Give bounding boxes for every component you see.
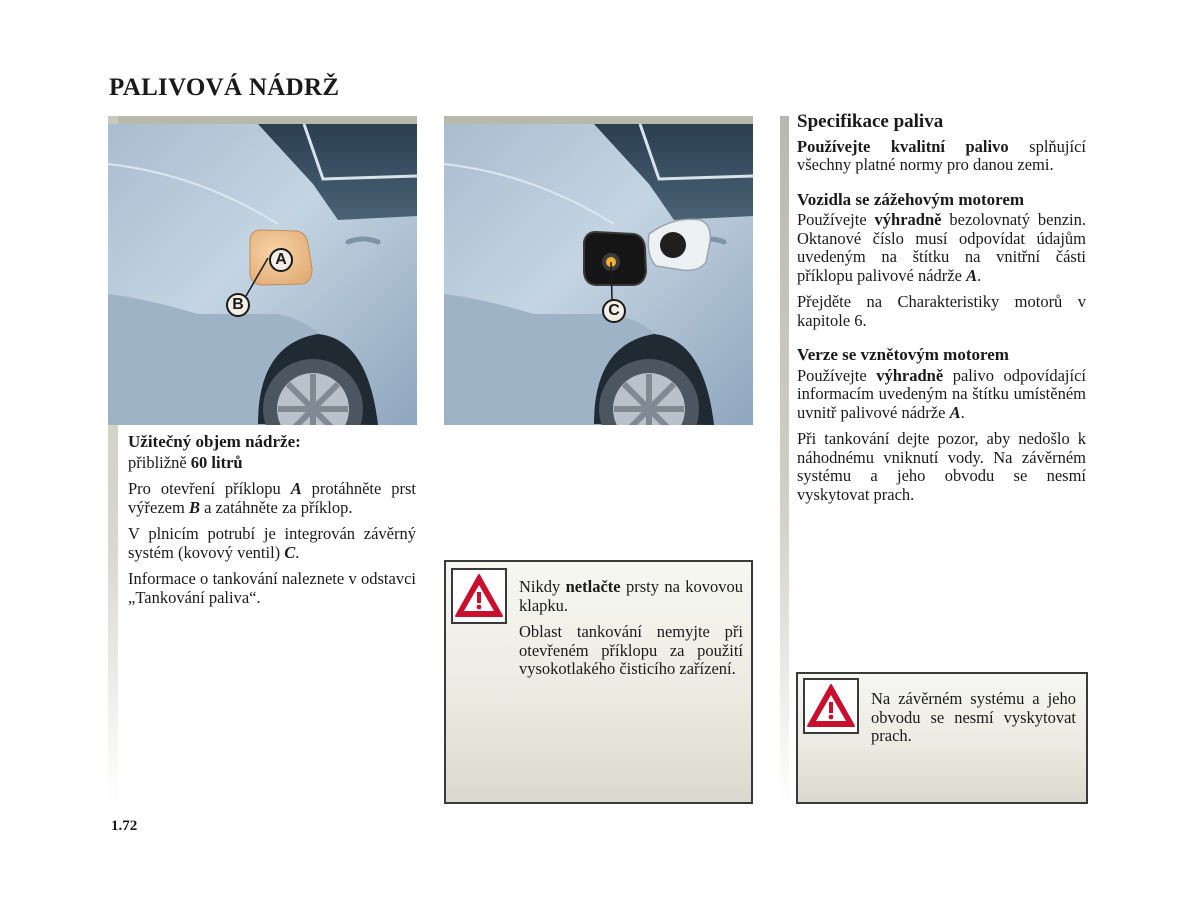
label-a-callout: A bbox=[269, 248, 293, 272]
diesel-text: Používejte výhradně palivo odpovídající informacím uvedeným na štítku umístěném uvnitř palivové nádrže A. bbox=[797, 365, 1086, 422]
warning-2-text bbox=[871, 690, 1076, 754]
page-title: PALIVOVÁ NÁDRŽ bbox=[109, 74, 340, 101]
left-column-top-band bbox=[108, 116, 417, 124]
label-c-callout: C bbox=[602, 299, 626, 323]
fuel-spec-heading: Specifikace paliva bbox=[797, 111, 944, 132]
left-column-text bbox=[128, 433, 416, 615]
warning-box-dust bbox=[796, 672, 1088, 804]
capacity-heading: Užitečný objem nádrže: bbox=[128, 432, 301, 451]
warning-1-line-2: Oblast tankování nemyjte při otevřeném příklopu za použití vysokotlakého čisticího zařízení. bbox=[519, 622, 743, 678]
petrol-text: Používejte výhradně bezolovnatý benzin. Oktanové číslo musí odpovídat údajům uvedeným na štítku na vnitřní části příklopu palivové nádrže A. bbox=[797, 210, 1087, 285]
fuel-flap-open-photo bbox=[444, 124, 753, 425]
refuelling-reference: Informace o tankování naleznete v odstavci „Tankování paliva“. bbox=[128, 569, 416, 607]
open-flap-instruction: Pro otevření příklopu A protáhněte prst výřezem B a zatáhněte za příklop. bbox=[128, 479, 416, 517]
page-number: 1.72 bbox=[111, 818, 138, 834]
right-column-side-band bbox=[780, 116, 789, 806]
warning-box-flap bbox=[444, 560, 753, 804]
right-column-text bbox=[797, 113, 1086, 512]
warning-1-text bbox=[456, 578, 743, 679]
fuel-quality-text: Používejte kvalitní palivo splňující všechny platné normy pro danou zemi. bbox=[797, 136, 1086, 174]
petrol-reference: Přejděte na Charakteristiky motorů v kapitole 6. bbox=[797, 292, 1086, 330]
fuel-flap-closed-photo bbox=[108, 124, 417, 425]
warning-2-line: Na závěrném systému a jeho obvodu se nesmí vyskytovat prach. bbox=[871, 689, 1076, 745]
petrol-heading: Vozidla se zážehovým motorem bbox=[797, 189, 1025, 209]
label-b-callout: B bbox=[226, 293, 250, 317]
capacity-value: přibližně 60 litrů bbox=[128, 452, 243, 472]
warning-triangle-icon bbox=[803, 678, 859, 734]
diesel-heading: Verze se vznětovým motorem bbox=[797, 345, 1009, 364]
valve-info: V plnicím potrubí je integrován závěrný systém (kovový ventil) C. bbox=[128, 524, 416, 562]
middle-column-top-band bbox=[444, 116, 753, 124]
diesel-note: Při tankování dejte pozor, aby nedošlo k náhodnému vniknutí vody. Na závěrném systému a jeho obvodu se nesmí vyskytovat prach. bbox=[797, 429, 1086, 504]
warning-1-line-1: Nikdy netlačte prsty na kovovou klapku. bbox=[519, 577, 743, 615]
